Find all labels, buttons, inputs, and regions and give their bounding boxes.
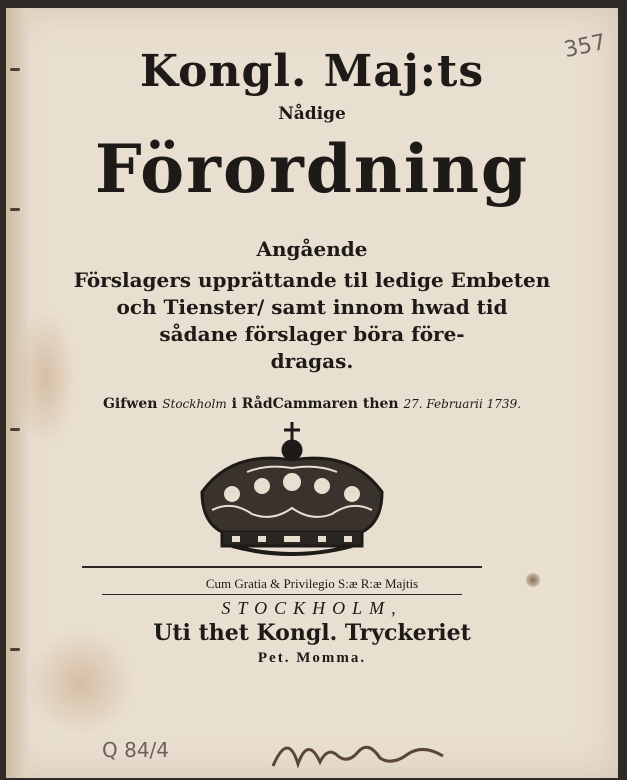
subject-line: sådane förslager böra före- [159,322,465,346]
document-page [6,8,618,778]
imprint-printer: Pet. Momma. [257,650,367,666]
crown-icon [192,422,392,562]
privilege-line: Cum Gratia & Privilegio S:æ R:æ Majtis [205,576,419,591]
subject-line: och Tienster/ samt innom hwad tid [116,295,508,319]
imprint-city: STOCKHOLM, [221,598,403,618]
divider-rule [82,566,482,568]
handwritten-signature [268,726,448,776]
binding-stitch [10,428,20,431]
title-line-1: Kongl. Maj:ts [139,46,485,97]
subject-line: Förslagers upprättande til ledige Embeten [73,268,551,292]
title-line-3: Förordning [94,130,530,208]
given-place: Stockholm [162,397,227,411]
imprint-printery: Uti thet Kongl. Tryckeriet [153,620,471,646]
pencil-shelfmark: 357 [561,29,609,64]
subject-line: dragas. [270,349,354,373]
given-middle: i RådCammaren then [231,396,399,412]
given-line [6,396,618,412]
given-prefix: Gifwen [102,396,158,412]
given-date: 27. Februarii 1739. [403,397,522,411]
pencil-catalog-note: Q 84/4 [102,738,170,762]
title-line-2: Nådige [278,104,346,124]
divider-rule [102,594,462,595]
binding-stitch [10,208,20,211]
subject-line: Angående [256,237,368,261]
